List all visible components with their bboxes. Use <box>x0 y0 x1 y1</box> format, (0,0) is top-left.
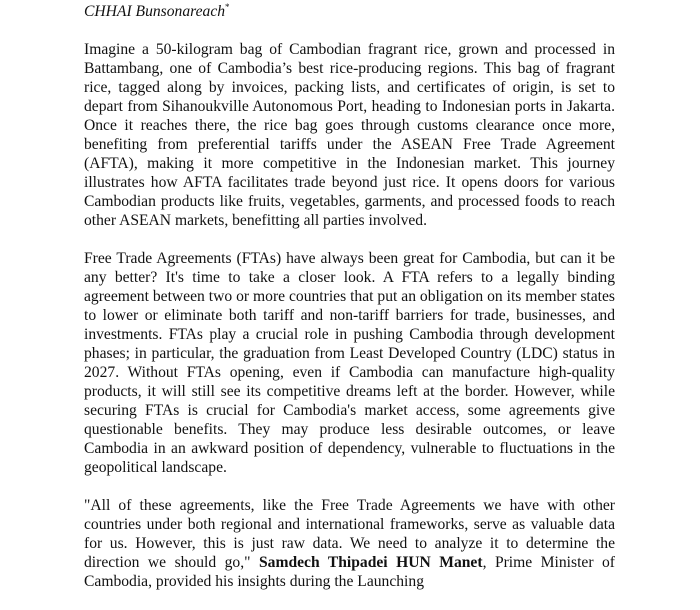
author-byline <box>84 2 230 21</box>
paragraph-rice-journey: Imagine a 50-kilogram bag of Cambodian fragrant rice, grown and processed in Battambang, one of Cambodia’s best rice-producing regions. This bag of fragrant rice, tagged along by invoices, packing lists, and certificates of origin, is set to depart from Sihanoukville Autonomous Port, heading to Indonesian ports in Jakarta. Once it reaches there, the rice bag goes through customs clearance once more, benefiting from preferential tariffs under the ASEAN Free Trade Agreement (AFTA), making it more competitive in the Indonesian market. This journey illustrates how AFTA facilitates trade beyond just rice. It opens doors for various Cambodian products like fruits, vegetables, garments, and processed foods to reach other ASEAN markets, benefitting all parties involved. <box>84 41 615 229</box>
quote-continuation: , Prime Minister of Cambodia, provided his insights during the Launching <box>84 554 615 590</box>
author-footnote-mark: * <box>225 1 230 12</box>
quote-text: "All of these agreements, like the Free Trade Agreements we have with other countries under both regional and international frameworks, serve as valuable data for us. However, this is just raw data. We need to analyze it to determine the direction we should go," <box>84 497 615 571</box>
paragraph-fta-overview: Free Trade Agreements (FTAs) have always been great for Cambodia, but can it be any better? It's time to take a closer look. A FTA refers to a legally binding agreement between two or more countries that put an obligation on its member states to lower or eliminate both tariff and non-tariff barriers for trade, businesses, and investments. FTAs play a crucial role in pushing Cambodia through development phases; in particular, the graduation from Least Developed Country (LDC) status in 2027. Without FTAs opening, even if Cambodia can manufacture high-quality products, it will still see its competitive dreams left at the border. However, while securing FTAs is crucial for Cambodia's market access, some agreements give questionable benefits. They may produce less desirable outcomes, or leave Cambodia in an awkward position of dependency, vulnerable to fluctuations in the geopolitical landscape. <box>84 250 615 476</box>
author-name: CHHAI Bunsonareach <box>84 3 226 20</box>
paragraph-pm-quote <box>84 496 615 591</box>
article-body <box>84 40 615 610</box>
speaker-name: Samdech Thipadei HUN Manet <box>258 554 483 571</box>
